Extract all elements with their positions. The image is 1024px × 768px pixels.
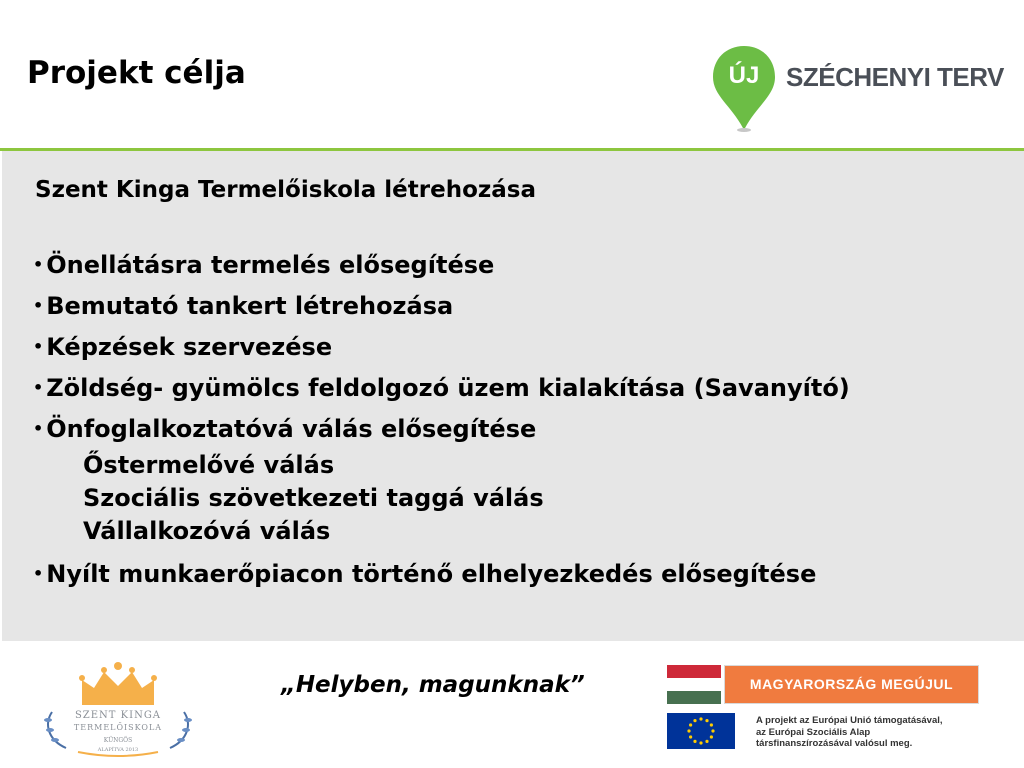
- bullet-item: [33, 330, 850, 364]
- bullet-text: Képzések szervezése: [46, 333, 333, 361]
- bullet-marker: •: [33, 337, 44, 356]
- hungarian-flag-icon: [667, 665, 721, 704]
- bullet-marker: •: [33, 419, 44, 438]
- magyarorszag-megujul-banner: [724, 665, 979, 704]
- magyarorszag-megujul-text: MAGYARORSZÁG MEGÚJUL: [749, 676, 954, 692]
- slide-header: [0, 0, 1024, 148]
- eu-star-icon: [689, 723, 692, 726]
- kinga-logo-subname: TERMELŐISKOLA: [73, 723, 163, 732]
- bullet-item: [33, 289, 850, 323]
- kinga-logo-name: SZENT KINGA: [74, 710, 162, 721]
- slide-subtitle: Szent Kinga Termelőiskola létrehozása: [35, 177, 537, 203]
- bullet-marker: •: [33, 564, 44, 583]
- eu-funding-line: társfinanszírozásával valósul meg.: [756, 738, 913, 749]
- eu-star-icon: [710, 723, 713, 726]
- eu-star-icon: [710, 735, 713, 738]
- eu-star-icon: [687, 729, 690, 732]
- bullet-text: Bemutató tankert létrehozása: [46, 292, 454, 320]
- kinga-logo-founded: ALAPÍTVA 2013: [97, 747, 139, 753]
- eu-star-icon: [705, 740, 708, 743]
- slide-motto: „Helyben, magunknak”: [281, 672, 585, 698]
- sub-bullet-list: [83, 449, 850, 548]
- bullet-text: Zöldség- gyümölcs feldolgozó üzem kialakítása (Savanyító): [46, 374, 850, 402]
- sub-item: Őstermelővé válás: [83, 451, 335, 479]
- eu-star-icon: [689, 735, 692, 738]
- crown-icon: [79, 662, 157, 705]
- eu-stars-icon: [667, 713, 735, 749]
- bullet-text: Önfoglalkoztatóvá válás elősegítése: [46, 415, 537, 443]
- eu-star-icon: [699, 741, 702, 744]
- kinga-logo-place: KÜNGÖS: [103, 737, 133, 744]
- eu-star-icon: [699, 717, 702, 720]
- bullet-marker: •: [33, 378, 44, 397]
- sub-item: Vállalkozóvá válás: [83, 517, 331, 545]
- bullet-marker: •: [33, 255, 44, 274]
- sub-item: Szociális szövetkezeti taggá válás: [83, 484, 544, 512]
- szechenyi-terv-logo: [708, 44, 1004, 134]
- eu-funding-line: A projekt az Európai Unió támogatásával,: [756, 715, 943, 726]
- bullet-item: [33, 371, 850, 405]
- bullet-text: Nyílt munkaerőpiacon történő elhelyezkedés elősegítése: [46, 560, 817, 588]
- footer-strip: [684, 641, 976, 643]
- bullet-item: [33, 248, 850, 282]
- eu-star-icon: [705, 719, 708, 722]
- szechenyi-pin-label: ÚJ: [728, 62, 760, 89]
- eu-star-icon: [693, 719, 696, 722]
- szechenyi-brand-text: SZÉCHENYI TERV: [786, 62, 1004, 92]
- eu-star-icon: [693, 740, 696, 743]
- eu-star-icon: [711, 729, 714, 732]
- bullet-item: [33, 412, 850, 446]
- slide-title: Projekt célja: [27, 55, 246, 91]
- eu-flag-icon: [667, 713, 735, 749]
- bullet-item: [33, 557, 850, 591]
- bullet-marker: •: [33, 296, 44, 315]
- eu-funding-note: [756, 715, 943, 750]
- bullet-list: [33, 248, 850, 598]
- sub-list-container: [33, 449, 850, 548]
- eu-funding-line: az Európai Szociális Alap: [756, 726, 871, 738]
- bullet-text: Önellátásra termelés elősegítése: [46, 251, 495, 279]
